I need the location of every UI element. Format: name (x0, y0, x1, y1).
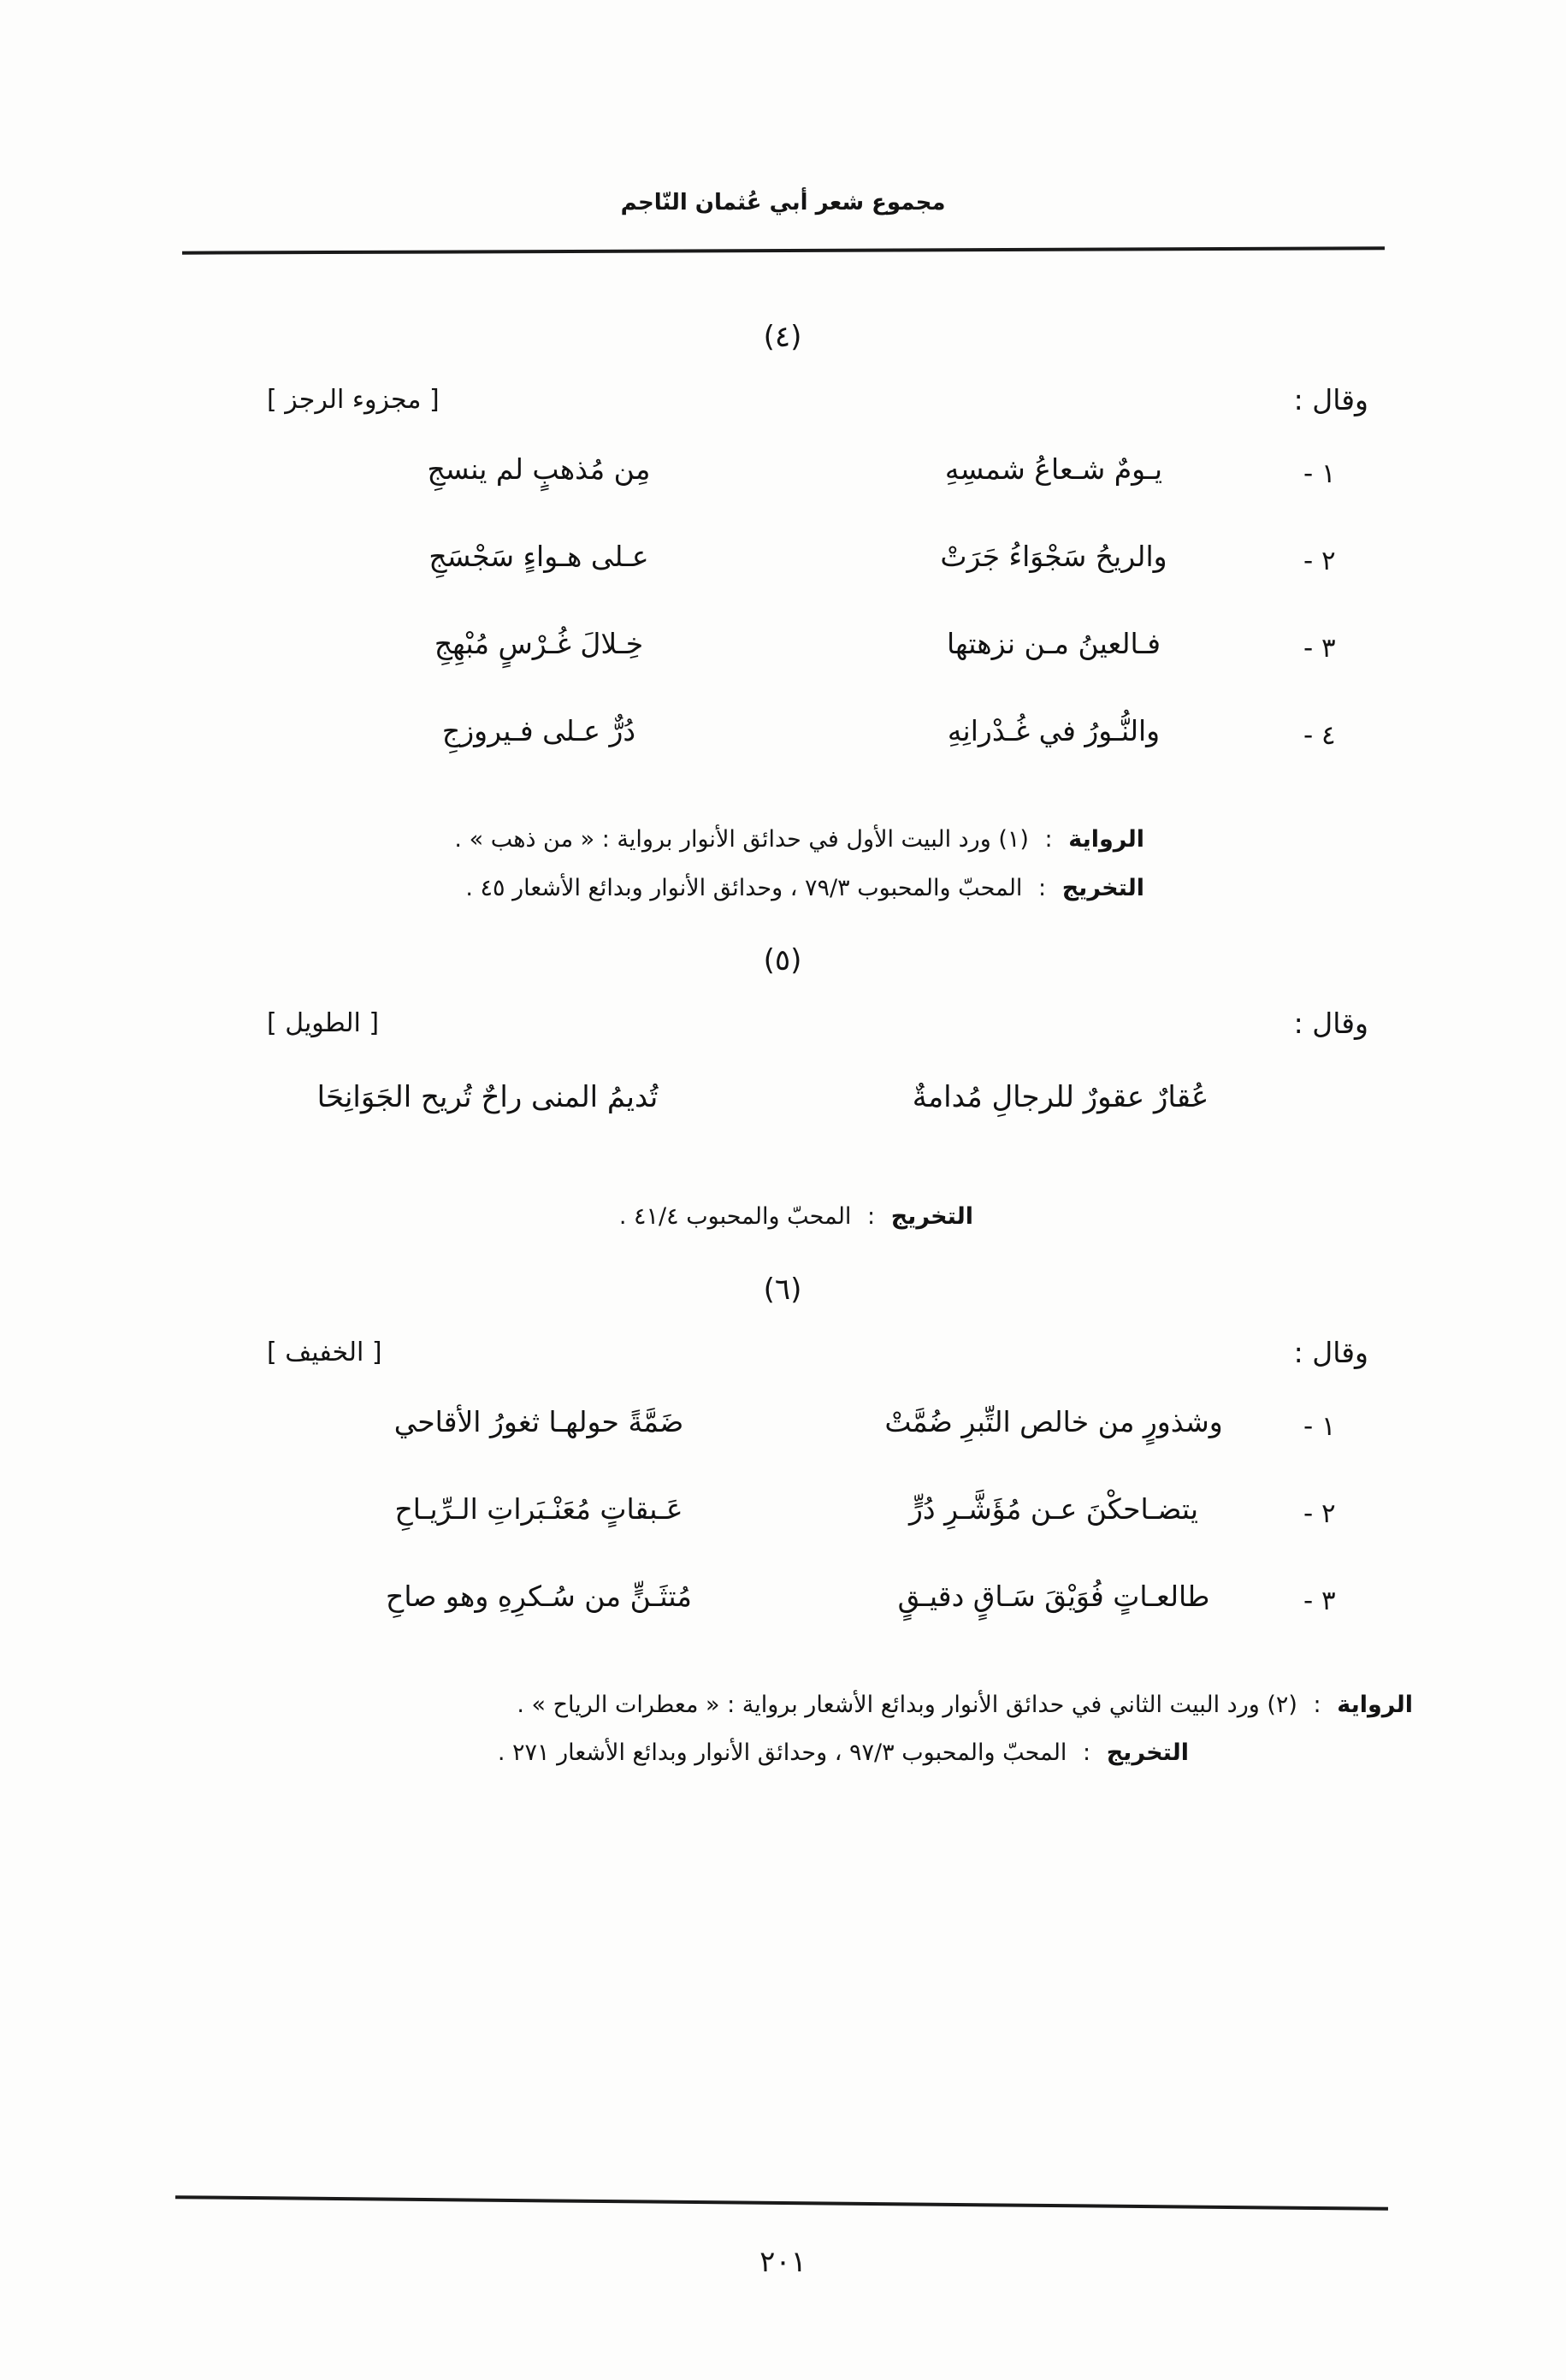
said-label: وقال : (1293, 1007, 1368, 1040)
verse-line (145, 445, 1420, 532)
hemistich-second: خِـلالَ غُـرْسٍ مُبْهِجِ (434, 627, 644, 660)
verse-list (145, 1068, 1420, 1171)
hemistich-first: والنُّـورُ في غُـدْرانِهِ (947, 714, 1161, 747)
said-label: وقال : (1293, 1335, 1368, 1369)
note-takhrij (145, 1200, 1420, 1235)
verse-number: ٣ - (1303, 1585, 1336, 1616)
note-label: الرواية (1337, 1691, 1413, 1718)
header-rule (182, 246, 1385, 254)
attribution-row (145, 376, 1420, 440)
verse-number: ٢ - (1303, 546, 1336, 576)
verse-line (145, 619, 1420, 706)
verse-number: ٤ - (1303, 720, 1336, 751)
apparatus-notes (145, 823, 1420, 906)
note-separator: : (1038, 874, 1047, 901)
note-separator: : (867, 1203, 876, 1230)
poem-block (145, 320, 1420, 906)
note-takhrij (145, 1736, 1420, 1771)
note-text: المحبّ والمحبوب ٤١/٤ . (618, 1203, 852, 1230)
note-label: التخريج (890, 1203, 973, 1230)
meter-label: [ مجزوء الرجز ] (267, 385, 440, 415)
hemistich-second: عـلى هـواءٍ سَجْسَجِ (428, 540, 649, 573)
poem-number: (٦) (763, 1272, 802, 1307)
verse-line (145, 1572, 1420, 1659)
verse-line (145, 706, 1420, 794)
hemistich-second: مِن مُذهبٍ لم ينسجِ (427, 452, 651, 486)
note-separator: : (1083, 1739, 1091, 1766)
verse-number: ١ - (1303, 458, 1336, 489)
note-text: (٢) ورد البيت الثاني في حدائق الأنوار وبدائع الأشعار برواية : « معطرات الرياح » . (517, 1691, 1297, 1718)
attribution-row (145, 1000, 1420, 1063)
note-label: التخريج (1061, 874, 1144, 901)
hemistich-first: يتضـاحكْنَ عـن مُؤَشَّـرِ دُرٍّ (908, 1491, 1199, 1526)
meter-label: [ الخفيف ] (267, 1337, 382, 1367)
hemistich-first: يـومٌ شـعاعُ شمسِهِ (944, 452, 1163, 486)
note-riwaya (145, 823, 1420, 858)
poem-block (145, 1273, 1420, 1771)
note-separator: : (1044, 826, 1053, 853)
apparatus-notes (145, 1200, 1420, 1235)
hemistich-second: تُديمُ المنى راحٌ تُريح الجَوَانِحَا (316, 1080, 659, 1114)
hemistich-second: دُرٌّ عـلى فـيروزجِ (441, 714, 636, 747)
poem-number: (٤) (763, 320, 802, 354)
attribution-row (145, 1329, 1420, 1392)
verse-line (145, 532, 1420, 619)
note-label: التخريج (1106, 1739, 1189, 1766)
verse-list (145, 1397, 1420, 1659)
note-riwaya (145, 1688, 1420, 1723)
note-takhrij (145, 871, 1420, 907)
note-label: الرواية (1068, 826, 1144, 853)
verse-list (145, 445, 1420, 794)
hemistich-first: طالعـاتٍ فُوَيْقَ سَـاقٍ دقيـقٍ (897, 1579, 1210, 1613)
hemistich-second: مُتثَـنٍّ من سُـكرِهِ وهو صاحِ (386, 1579, 692, 1613)
note-separator: : (1313, 1691, 1321, 1718)
verse-line (145, 1068, 1420, 1171)
meter-label: [ الطويل ] (267, 1008, 380, 1038)
verse-line (145, 1485, 1420, 1572)
page-number: ٢٠١ (759, 2245, 807, 2279)
poem-number: (٥) (763, 943, 802, 977)
verse-number: ٢ - (1303, 1497, 1336, 1529)
poem-block (145, 943, 1420, 1235)
hemistich-first: وشذورٍ من خالص التِّبرِ ضُمَّتْ (884, 1404, 1223, 1438)
hemistich-first: عُقارٌ عقورٌ للرجالِ مُدامةٌ (912, 1080, 1209, 1114)
note-text: (١) ورد البيت الأول في حدائق الأنوار برواية : « من ذهب » . (454, 826, 1029, 853)
running-head: مجموع شعر أبي عُثمان النّاجم (620, 190, 946, 216)
verse-number: ١ - (1303, 1410, 1336, 1442)
said-label: وقال : (1293, 383, 1368, 416)
page-content (145, 282, 1420, 1785)
hemistich-second: ضَمَّةً حولهـا ثغورُ الأقاحي (393, 1404, 684, 1438)
note-text: المحبّ والمحبوب ٧٩/٣ ، وحدائق الأنوار وبدائع الأشعار ٤٥ . (465, 874, 1023, 901)
note-text: المحبّ والمحبوب ٩٧/٣ ، وحدائق الأنوار وبدائع الأشعار ٢٧١ . (497, 1739, 1067, 1766)
apparatus-notes (145, 1688, 1420, 1771)
footer-rule (175, 2195, 1388, 2211)
verse-line (145, 1397, 1420, 1485)
verse-number: ٣ - (1303, 633, 1336, 664)
hemistich-second: عَـبقاتٍ مُعَنْـبَراتِ الـرِّيـاحِ (394, 1491, 683, 1526)
hemistich-first: فـالعينُ مـن نزهتها (946, 627, 1161, 660)
hemistich-first: والريحُ سَجْوَاءُ جَرَتْ (940, 540, 1167, 573)
